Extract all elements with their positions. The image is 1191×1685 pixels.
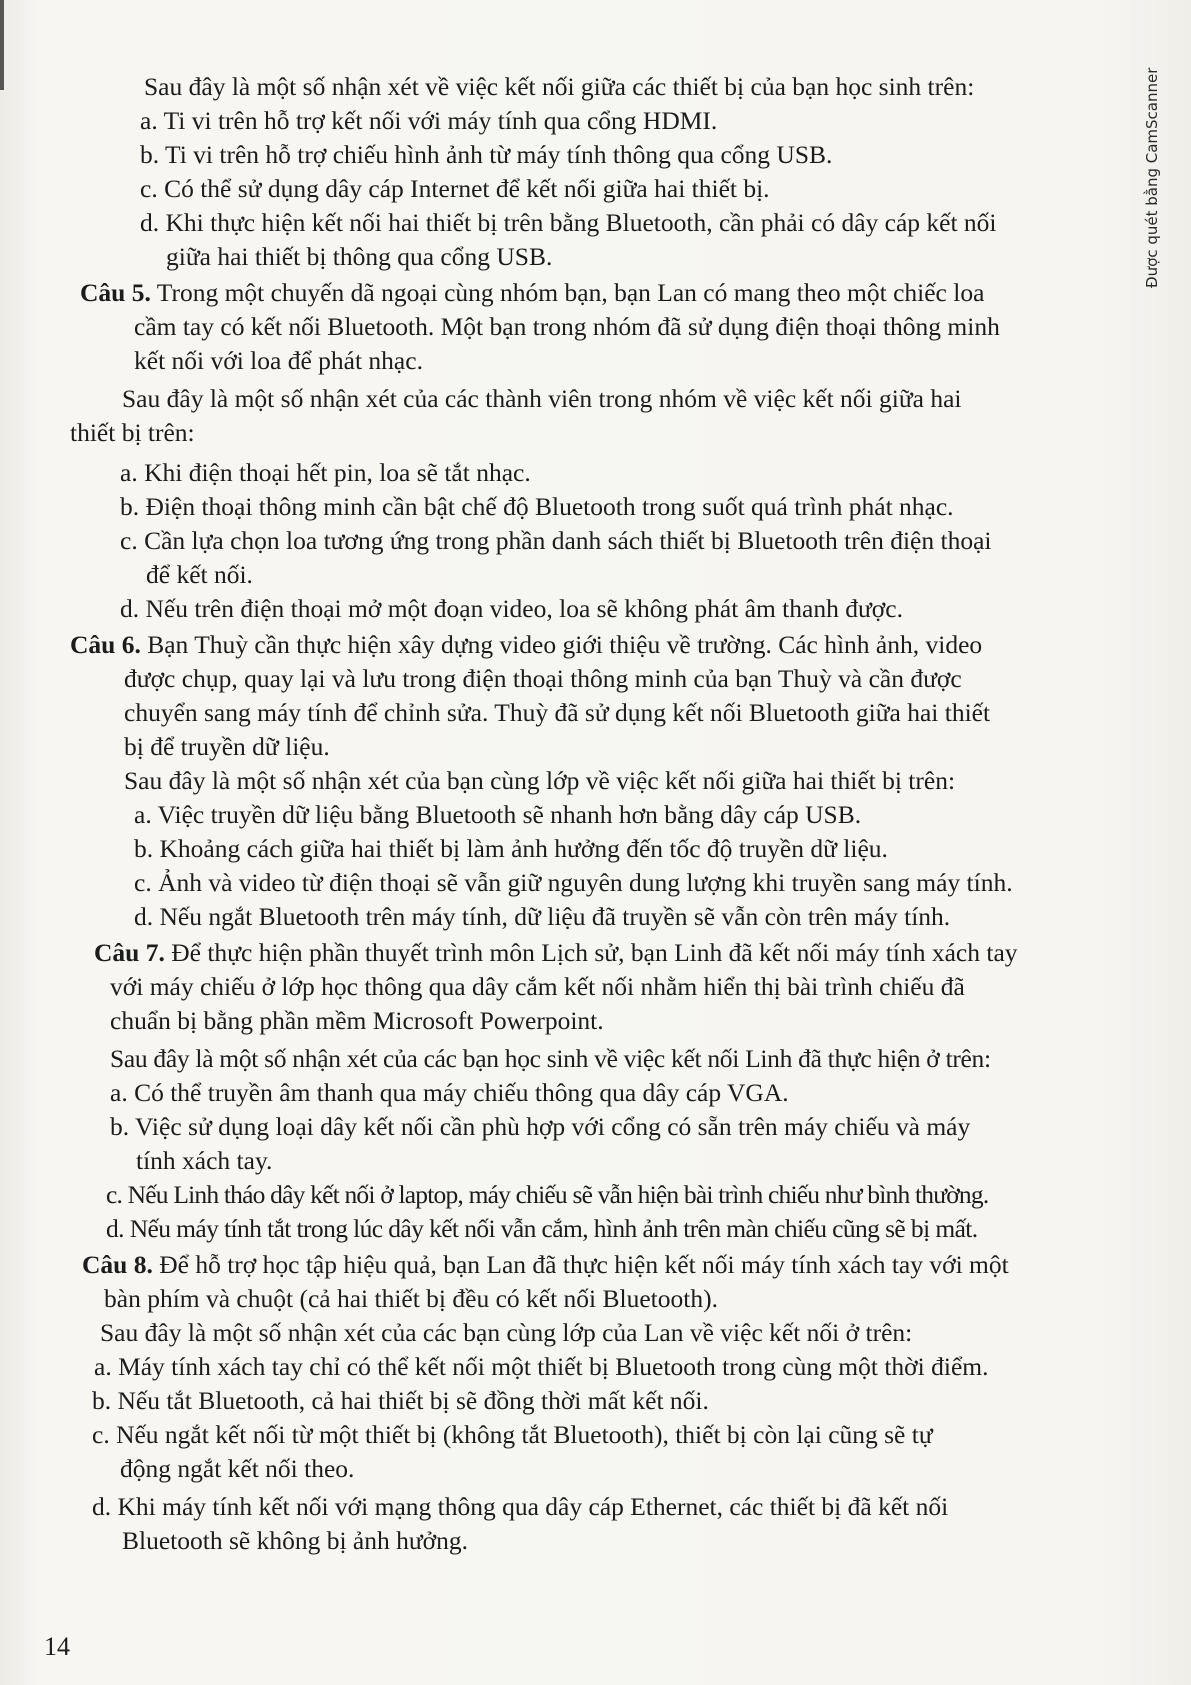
question-4-tail	[70, 70, 1140, 274]
question-text-line: được chụp, quay lại và lưu trong điện thoại thông minh của bạn Thuỳ và cần được	[124, 664, 962, 693]
page-number: 14	[44, 1632, 70, 1661]
question-7	[70, 936, 1140, 1246]
option-a: a. Máy tính xách tay chỉ có thể kết nối một thiết bị Bluetooth trong cùng một thời điểm.	[94, 1352, 989, 1381]
comment-intro: Sau đây là một số nhận xét của các thành viên trong nhóm về việc kết nối giữa hai	[122, 384, 962, 413]
question-stem	[70, 628, 1140, 662]
question-text: Bạn Thuỳ cần thực hiện xây dựng video giới thiệu về trường. Các hình ảnh, video	[140, 630, 983, 659]
question-label: Câu 5.	[80, 278, 151, 307]
question-text: Để hỗ trợ học tập hiệu quả, bạn Lan đã thực hiện kết nối máy tính xách tay với một	[152, 1250, 1009, 1279]
question-text-line: bàn phím và chuột (cả hai thiết bị đều có kết nối Bluetooth).	[104, 1284, 718, 1313]
option-d-continuation: giữa hai thiết bị thông qua cổng USB.	[166, 242, 553, 271]
question-text: Trong một chuyến dã ngoại cùng nhóm bạn, bạn Lan có mang theo một chiếc loa	[150, 278, 985, 307]
question-label: Câu 8.	[82, 1250, 153, 1279]
option-c: c. Nếu ngắt kết nối từ một thiết bị (không tắt Bluetooth), thiết bị còn lại cũng sẽ tự	[92, 1420, 933, 1449]
question-text-line: cầm tay có kết nối Bluetooth. Một bạn trong nhóm đã sử dụng điện thoại thông minh	[134, 312, 1000, 341]
option-c: c. Cần lựa chọn loa tương ứng trong phần danh sách thiết bị Bluetooth trên điện thoại	[120, 526, 992, 555]
option-b: b. Điện thoại thông minh cần bật chế độ Bluetooth trong suốt quá trình phát nhạc.	[120, 492, 954, 521]
option-c: c. Có thể sử dụng dây cáp Internet để kết nối giữa hai thiết bị.	[140, 174, 770, 203]
question-5	[70, 276, 1140, 626]
option-c-continuation: động ngắt kết nối theo.	[120, 1454, 355, 1483]
question-text-line: kết nối với loa để phát nhạc.	[134, 346, 423, 375]
question-stem	[70, 276, 1140, 310]
comment-intro: Sau đây là một số nhận xét của các bạn cùng lớp của Lan về việc kết nối ở trên:	[100, 1318, 913, 1347]
question-8	[70, 1248, 1140, 1558]
question-text-line: bị để truyền dữ liệu.	[124, 732, 330, 761]
option-b: b. Nếu tắt Bluetooth, cả hai thiết bị sẽ đồng thời mất kết nối.	[92, 1386, 709, 1415]
option-d-continuation: Bluetooth sẽ không bị ảnh hưởng.	[122, 1526, 469, 1555]
option-b: b. Ti vi trên hỗ trợ chiếu hình ảnh từ máy tính thông qua cổng USB.	[140, 140, 833, 169]
question-text: Để thực hiện phần thuyết trình môn Lịch sử, bạn Linh đã kết nối máy tính xách tay	[164, 938, 1018, 967]
question-label: Câu 7.	[94, 938, 165, 967]
comment-intro: Sau đây là một số nhận xét của bạn cùng lớp về việc kết nối giữa hai thiết bị trên:	[124, 766, 956, 795]
question-stem	[70, 1248, 1140, 1282]
question-6	[70, 628, 1140, 934]
comment-intro-continuation: thiết bị trên:	[70, 418, 195, 447]
option-b: b. Khoảng cách giữa hai thiết bị làm ảnh hưởng đến tốc độ truyền dữ liệu.	[134, 834, 888, 863]
option-d: d. Nếu máy tính tắt trong lúc dây kết nối vẫn cắm, hình ảnh trên màn chiếu cũng sẽ bị mất.	[106, 1214, 978, 1243]
option-a: a. Có thể truyền âm thanh qua máy chiếu thông qua dây cáp VGA.	[110, 1078, 789, 1107]
option-a: a. Việc truyền dữ liệu bằng Bluetooth sẽ nhanh hơn bằng dây cáp USB.	[134, 800, 862, 829]
question-label: Câu 6.	[70, 630, 141, 659]
page-content	[70, 70, 1140, 1560]
question-text-line: chuẩn bị bằng phần mềm Microsoft Powerpoint.	[110, 1006, 604, 1035]
camscanner-watermark: Được quét bằng CamScanner	[1143, 67, 1161, 288]
question-text-line: chuyển sang máy tính để chỉnh sửa. Thuỳ đã sử dụng kết nối Bluetooth giữa hai thiết	[124, 698, 991, 727]
option-d: d. Nếu trên điện thoại mở một đoạn video, loa sẽ không phát âm thanh được.	[120, 594, 903, 623]
option-b: b. Việc sử dụng loại dây kết nối cần phù hợp với cổng có sẵn trên máy chiếu và máy	[110, 1112, 971, 1141]
option-a: a. Ti vi trên hỗ trợ kết nối với máy tính qua cổng HDMI.	[140, 106, 718, 135]
option-a: a. Khi điện thoại hết pin, loa sẽ tắt nhạc.	[120, 458, 531, 487]
option-d: d. Khi máy tính kết nối với mạng thông qua dây cáp Ethernet, các thiết bị đã kết nối	[92, 1492, 949, 1521]
option-c-continuation: để kết nối.	[146, 560, 253, 589]
question-text-line: với máy chiếu ở lớp học thông qua dây cắm kết nối nhằm hiển thị bài trình chiếu đã	[110, 972, 965, 1001]
option-d: d. Khi thực hiện kết nối hai thiết bị trên bằng Bluetooth, cần phải có dây cáp kết nối	[140, 208, 997, 237]
option-c: c. Nếu Linh tháo dây kết nối ở laptop, máy chiếu sẽ vẫn hiện bài trình chiếu như bình thường.	[106, 1180, 989, 1209]
comment-intro: Sau đây là một số nhận xét của các bạn học sinh về việc kết nối Linh đã thực hiện ở trên:	[110, 1044, 991, 1073]
page-edge-shadow	[0, 0, 4, 90]
question-stem	[70, 936, 1140, 970]
option-b-continuation: tính xách tay.	[136, 1146, 273, 1175]
option-d: d. Nếu ngắt Bluetooth trên máy tính, dữ liệu đã truyền sẽ vẫn còn trên máy tính.	[134, 902, 951, 931]
comment-intro: Sau đây là một số nhận xét về việc kết nối giữa các thiết bị của bạn học sinh trên:	[144, 72, 975, 101]
option-c: c. Ảnh và video từ điện thoại sẽ vẫn giữ nguyên dung lượng khi truyền sang máy tính.	[134, 868, 1013, 897]
